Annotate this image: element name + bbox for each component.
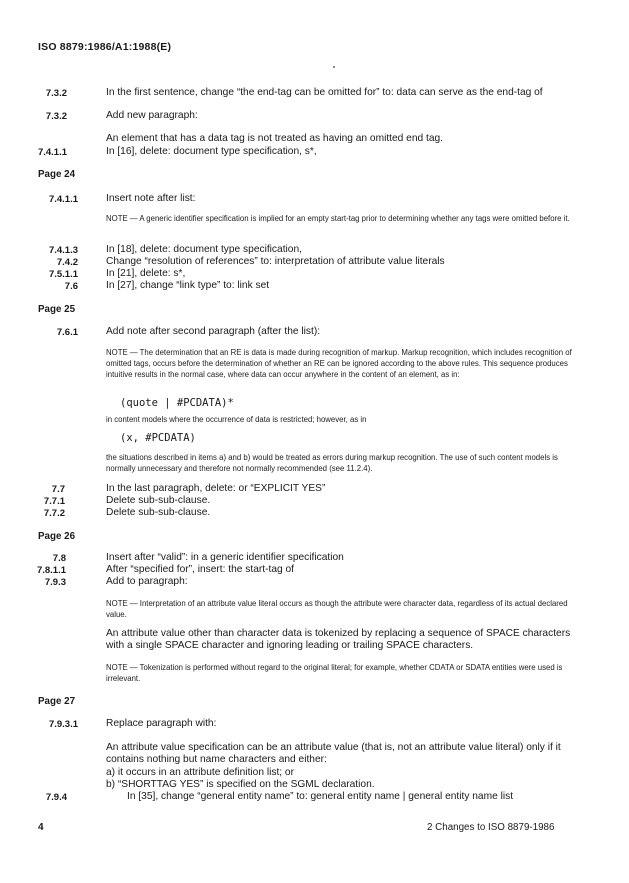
clause-text: Replace paragraph with: (106, 718, 217, 729)
page-heading: Page 25 (38, 304, 76, 315)
document-header: ISO 8879:1986/A1:1988(E) (38, 41, 172, 53)
note-text: NOTE — Interpretation of an attribute value literal occurs as though the attribute were character data, regardless of its actual declared value. (106, 599, 568, 619)
clause-text: Change “resolution of references” to: interpretation of attribute value literals (106, 256, 445, 267)
clause-number: 7.4.1.3 (48, 245, 78, 256)
page-number: 4 (38, 822, 44, 833)
list-item: a) it occurs in an attribute definition list; or (106, 767, 294, 778)
clause-text: In [21], delete: s*, (106, 268, 186, 279)
clause-text: In [35], change “general entity name” to: general entity name | general entity name list (127, 791, 514, 802)
clause-number: 7.6.1 (56, 327, 78, 338)
clause-text: In the last paragraph, delete: or “EXPLICIT YES” (106, 483, 326, 494)
clause-text: Delete sub-sub-clause. (106, 507, 211, 518)
note-text: NOTE — The determination that an RE is data is made during recognition of markup. Markup recognition, which includes recognition of omitted tags, occurs before the determination of whether an RE can be ignored according to the above rules. This sequence produces intuitive results in the normal case, where data can occur anywhere in the content of an element, as in: (106, 348, 572, 379)
scan-speck (333, 66, 335, 68)
clause-number: 7.8 (52, 553, 66, 564)
clause-number: 7.9.4 (45, 792, 67, 803)
clause-number: 7.3.2 (45, 111, 67, 122)
clause-number: 7.9.3 (44, 577, 66, 588)
clause-text: Add new paragraph: (106, 110, 198, 121)
note-text: the situations described in items a) and b) would be treated as errors during markup recognition. The use of such content models is normally unnecessary and therefore not normally recommended (see 11.2.4). (106, 453, 558, 473)
clause-text: After “specified for”, insert: the start-tag of (106, 564, 294, 575)
note-text: NOTE — A generic identifier specification is implied for an empty start-tag prior to determining whether any tags were omitted before it. (106, 214, 570, 223)
list-item: b) “SHORTTAG YES” is specified on the SGML declaration. (106, 779, 375, 790)
note-text: in content models where the occurrence of data is restricted; however, as in (106, 415, 367, 424)
footer-title: 2 Changes to ISO 8879-1986 (427, 822, 555, 833)
clause-text: Insert after “valid”: in a generic identifier specification (106, 552, 344, 563)
page-heading: Page 24 (38, 169, 76, 180)
clause-number: 7.7.1 (43, 496, 65, 507)
clause-number: 7.6 (64, 281, 78, 292)
page-heading: Page 27 (38, 696, 76, 707)
page-heading: Page 26 (38, 531, 76, 542)
clause-text: Delete sub-sub-clause. (106, 495, 211, 506)
body-paragraph: An attribute value specification can be an attribute value (that is, not an attribute value literal) only if it contains nothing but name characters and either: (106, 742, 561, 766)
clause-number: 7.7 (51, 484, 65, 495)
content-model-code: (x, #PCDATA) (120, 432, 196, 444)
note-text: NOTE — Tokenization is performed without regard to the original literal; for example, whether CDATA or SDATA entities were used is irrelevant. (106, 663, 563, 683)
clause-text: Add note after second paragraph (after the list): (106, 326, 321, 337)
clause-text: In [16], delete: document type specification, s*, (106, 146, 317, 157)
clause-number: 7.4.1.1 (37, 147, 67, 158)
clause-number: 7.3.2 (45, 88, 67, 99)
clause-text: Insert note after list: (106, 193, 196, 204)
clause-number: 7.4.1.1 (48, 194, 78, 205)
clause-number: 7.7.2 (43, 508, 65, 519)
clause-number: 7.8.1.1 (36, 565, 66, 576)
clause-text: In [27], change “link type” to: link set (106, 280, 270, 291)
clause-text: In [18], delete: document type specification, (106, 244, 302, 255)
clause-text: An element that has a data tag is not treated as having an omitted end tag. (106, 133, 443, 144)
clause-text: Add to paragraph: (106, 576, 188, 587)
clause-number: 7.5.1.1 (48, 269, 78, 280)
content-model-code: (quote | #PCDATA)* (120, 397, 234, 409)
clause-number: 7.9.3.1 (48, 719, 78, 730)
clause-number: 7.4.2 (56, 257, 78, 268)
body-paragraph: An attribute value other than character data is tokenized by replacing a sequence of SPACE characters with a single SPACE character and ignoring leading or trailing SPACE characters. (106, 628, 571, 652)
clause-text: In the first sentence, change “the end-tag can be omitted for” to: data can serve as the end-tag of (106, 87, 543, 98)
